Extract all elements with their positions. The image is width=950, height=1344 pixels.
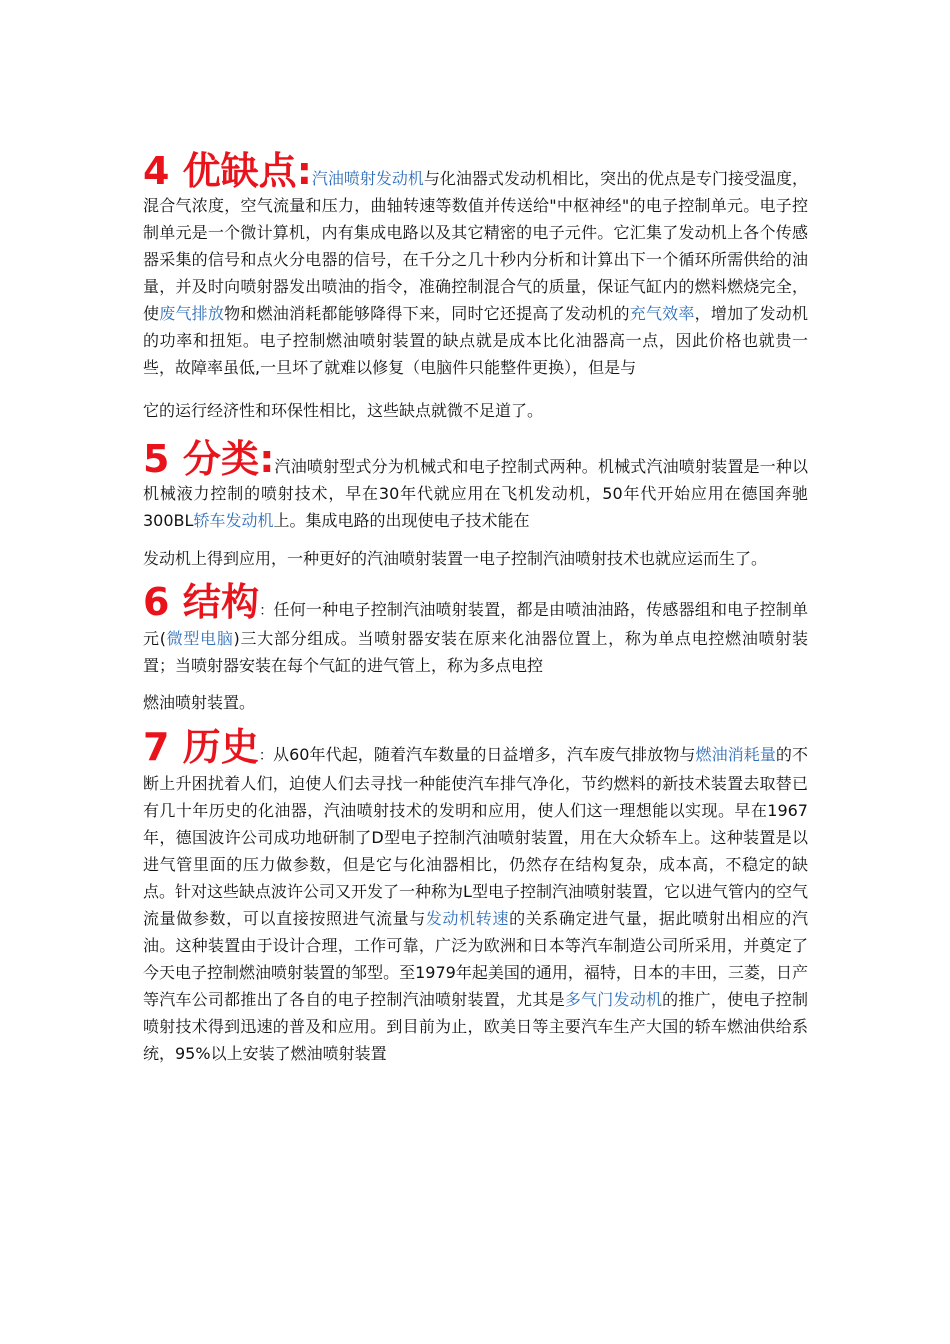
- heading-separator: :: [259, 437, 275, 481]
- section-heading: 6 结构: [143, 580, 260, 624]
- body-text-tail: 发动机上得到应用，一种更好的汽油喷射装置一电子控制汽油喷射技术也就应运而生了。: [143, 549, 768, 568]
- link-fuel-consumption[interactable]: 燃油消耗量: [695, 745, 776, 764]
- section-history: [143, 725, 808, 1067]
- body-text: 汽油喷射型式分为机械式和电子控制式两种。机械式汽油喷射装置是一种以机械液力控制的喷射技术，早在30年代就应用在飞机发动机，50年代开始应用在德国奔驰300BL: [143, 457, 808, 530]
- body-text: 的不断上升困扰着人们，迫使人们去寻找一种能使汽车排气净化，节约燃料的新技术装置去取替已有几十年历史的化油器，汽油喷射技术的发明和应用，使人们这一理想能以实现。早在1967年，德国波许公司成功地研制了D型电子控制汽油喷射装置，用在大众轿车上。这种装置是以进气管里面的压力做参数，但是它与化油器相比，仍然存在结构复杂，成本高，不稳定的缺点。针对这些缺点波许公司又开发了一种称为L型电子控制汽油喷射装置，它以进气管内的空气流量做参数，可以直接按照进气流量与: [143, 745, 808, 928]
- document-page: [143, 149, 808, 1067]
- body-text: 的推广，使电子控制喷射技术得到迅速的普及和应用。到目前为止，欧美日等主要汽车生产大国的轿车燃油供给系统，95%以上安装了燃油喷射装置: [143, 990, 808, 1063]
- section-heading: 4 优缺点: [143, 149, 297, 193]
- section-structure: [143, 580, 808, 716]
- section-classification: [143, 437, 808, 575]
- link-engine-speed[interactable]: 发动机转速: [425, 909, 510, 928]
- body-text: 物和燃油消耗都能够降得下来，同时它还提高了发动机的: [224, 304, 630, 323]
- body-text: 上。集成电路的出现使电子技术能在: [273, 511, 530, 530]
- body-text: ，增加了发动机的功率和扭矩。电子控制燃油喷射装置的缺点就是成本比化油器高一点，因此价格也就贵一些，故障率虽低,一旦坏了就难以修复（电脑件只能整件更换），但是与: [143, 304, 808, 377]
- link-multi-valve-engine[interactable]: 多气门发动机: [564, 990, 663, 1009]
- heading-separator: ：: [259, 603, 274, 619]
- body-text: )三大部分组成。当喷射器安装在原来化油器位置上，称为单点电控燃油喷射装置；当喷射器安装在每个气缸的进气管上，称为多点电控: [143, 629, 808, 675]
- body-text: 从60年代起，随着汽车数量的日益增多，汽车废气排放物与: [273, 745, 696, 764]
- link-exhaust-emission[interactable]: 废气排放: [159, 304, 225, 323]
- body-text: 与化油器式发动机相比，突出的优点是专门接受温度，混合气浓度，空气流量和压力，曲轴转速等数值并传送给"中枢神经"的电子控制单元。电子控制单元是一个微计算机，内有集成电路以及其它精密的电子元件。它汇集了发动机上各个传感器采集的信号和点火分电器的信号，在千分之几十秒内分析和计算出下一个循环所需供给的油量，并及时向喷射器发出喷油的指令，准确控制混合气的质量，保证气缸内的燃料燃烧完全，使: [143, 169, 808, 323]
- link-gasoline-injection-engine[interactable]: 汽油喷射发动机: [311, 169, 424, 188]
- link-car-engine[interactable]: 轿车发动机: [193, 511, 274, 530]
- body-text-tail: 燃油喷射装置。: [143, 693, 256, 712]
- link-charging-efficiency[interactable]: 充气效率: [629, 304, 695, 323]
- body-text-tail: 它的运行经济性和环保性相比，这些缺点就微不足道了。: [143, 401, 544, 420]
- link-microcomputer[interactable]: 微型电脑: [165, 629, 234, 648]
- section-advantages: [143, 149, 808, 424]
- section-heading: 7 历史: [143, 725, 259, 769]
- body-text: 的关系确定进气量，据此喷射出相应的汽油。这种装置由于设计合理，工作可靠，广泛为欧洲和日本等汽车制造公司所采用，并奠定了今天电子控制燃油喷射装置的邹型。至1979年起美国的通用，福特，日本的丰田，三菱，日产等汽车公司都推出了各自的电子控制汽油喷射装置，尤其是: [143, 909, 808, 1009]
- heading-separator: ：: [258, 748, 274, 764]
- section-heading: 5 分类: [143, 437, 260, 481]
- heading-separator: :: [296, 149, 312, 193]
- body-text: 任何一种电子控制汽油喷射装置，都是由喷油油路，传感器组和电子控制单元(: [143, 600, 808, 648]
